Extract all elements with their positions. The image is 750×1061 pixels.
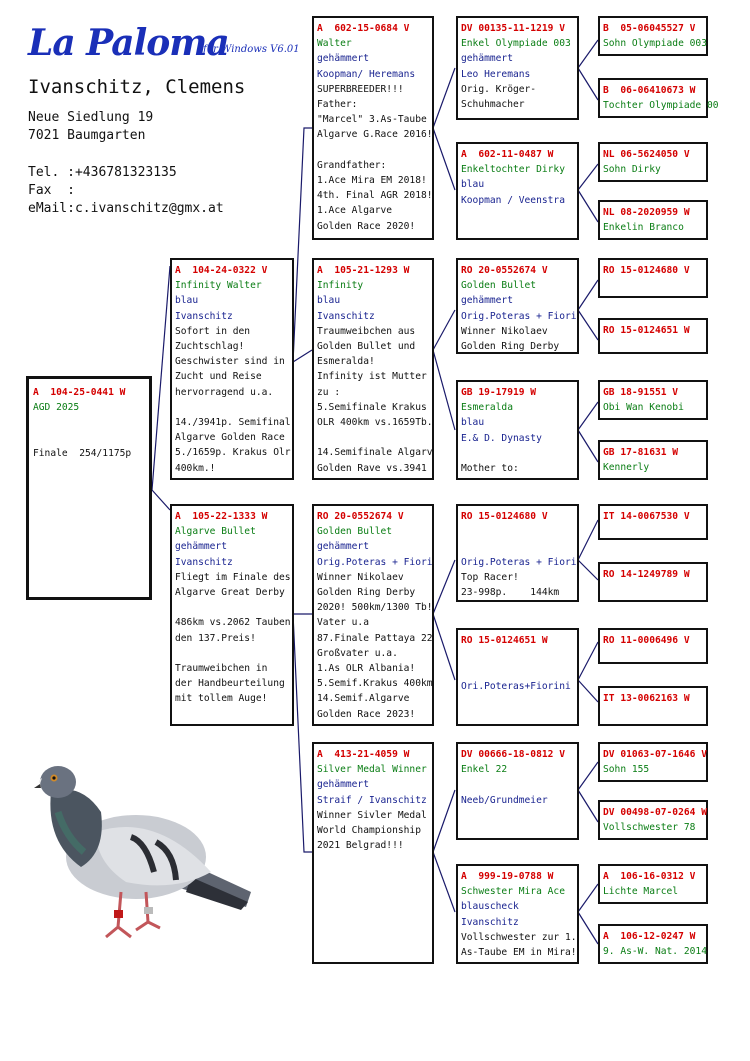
pigeon-note: 486km vs.2062 Tauben <box>175 617 291 629</box>
pigeon-note <box>317 430 429 445</box>
pigeon-breeder: E.& D. Dynasty <box>461 432 542 444</box>
pigeon-name: Sohn 155 <box>603 764 650 776</box>
pigeon-note: Golden Bullet und <box>317 341 416 353</box>
pigeon-note: 1.As OLR Albania! <box>317 663 416 675</box>
pigeon-breeder: Ivanschitz <box>461 916 519 928</box>
pigeon-note: Traumweibchen in <box>175 663 268 675</box>
pedigree-dds[interactable] <box>456 742 579 840</box>
pigeon-name: Tochter Olympiade 00 <box>603 100 719 112</box>
pigeon-color: gehämmert <box>317 541 369 553</box>
pedigree-gen4-15[interactable] <box>598 864 708 904</box>
ring-number: A 104-24-0322 V <box>175 265 268 276</box>
ring-number: A 106-12-0247 W <box>603 931 696 942</box>
pigeon-note <box>461 524 574 539</box>
pigeon-breeder: Straif / Ivanschitz <box>317 794 427 806</box>
pigeon-note: Winner Sivler Medal <box>317 809 427 821</box>
pigeon-name: Schwester Mira Ace <box>461 886 565 898</box>
pigeon-name: Sohn Dirky <box>603 164 661 176</box>
pedigree-sdd[interactable] <box>456 380 579 480</box>
ring-number: GB 17-81631 W <box>603 447 679 458</box>
pedigree-gen4-7[interactable] <box>598 380 708 420</box>
pedigree-gen4-10[interactable] <box>598 562 708 602</box>
ring-number: RO 20-0552674 V <box>317 511 404 522</box>
pigeon-note: 4th. Final AGR 2018! <box>317 190 433 202</box>
pigeon-note: OLR 400km vs.1659Tb. <box>317 417 433 429</box>
pedigree-gen4-12[interactable] <box>598 686 708 726</box>
ring-number: RO 11-0006496 V <box>603 635 690 646</box>
pigeon-note: 87.Finale Pattaya 22 <box>317 632 433 644</box>
pigeon-note: 1.Ace Algarve <box>317 205 393 217</box>
pigeon-color: gehämmert <box>317 779 369 791</box>
pigeon-note: Schuhmacher <box>461 99 525 111</box>
pigeon-name: Golden Bullet <box>317 526 393 538</box>
pigeon-name: Silver Medal Winner <box>317 764 427 776</box>
pigeon-note <box>175 400 289 415</box>
ring-number: GB 18-91551 V <box>603 387 679 398</box>
pigeon-note: 1.Ace Mira EM 2018! <box>317 175 427 187</box>
pigeon-note: Infinity ist Mutter <box>317 371 427 383</box>
pedigree-dam-dam[interactable] <box>312 742 434 964</box>
pigeon-name: 9. As-W. Nat. 2014 <box>603 946 707 958</box>
pigeon-note: Top Racer! <box>461 571 519 583</box>
pigeon-breeder: Koopman/ Heremans <box>317 68 416 80</box>
pigeon-name: Infinity Walter <box>175 280 262 292</box>
pigeon-note: Father: <box>317 99 358 111</box>
pigeon-note: SUPERBREEDER!!! <box>317 83 404 95</box>
ring-number: DV 00666-18-0812 V <box>461 749 565 760</box>
owner-name: Ivanschitz, Clemens <box>28 76 246 98</box>
pigeon-note: 14.Semifinale Algarv <box>317 447 433 459</box>
pigeon-breeder: Neeb/Grundmeier <box>461 794 548 806</box>
pigeon-note: Golden Race 2020! <box>317 220 416 232</box>
pigeon-note <box>461 663 574 678</box>
pedigree-gen4-2[interactable] <box>598 78 719 118</box>
pigeon-note: der Handbeurteilung <box>175 678 285 690</box>
pigeon-note: 5.Semif.Krakus 400km <box>317 678 433 690</box>
pigeon-color: blau <box>175 295 199 307</box>
pedigree-gen4-16[interactable] <box>598 924 708 964</box>
pigeon-note <box>175 600 289 615</box>
pigeon-breeder: Leo Heremans <box>461 68 531 80</box>
owner-city: 7021 Baumgarten <box>28 128 146 143</box>
pigeon-note: Vollschwester zur 1. <box>461 931 577 943</box>
pedigree-dam-sire[interactable] <box>312 504 434 726</box>
pigeon-name: Walter <box>317 38 352 50</box>
subject-note <box>33 415 145 430</box>
pigeon-color: gehämmert <box>461 295 513 307</box>
pedigree-sds[interactable] <box>456 258 579 354</box>
pedigree-subject[interactable] <box>26 376 152 600</box>
ring-number: A 105-21-1293 W <box>317 265 410 276</box>
ring-number: A 106-16-0312 V <box>603 871 696 882</box>
pedigree-gen4-5[interactable] <box>598 258 708 298</box>
pigeon-breeder: Ivanschitz <box>317 310 375 322</box>
ring-number: B 06-06410673 W <box>603 85 696 96</box>
pigeon-note: Traumweibchen aus <box>317 325 416 337</box>
pigeon-note: Sofort in den <box>175 325 251 337</box>
pigeon-note: Fliegt im Finale des <box>175 571 291 583</box>
pigeon-name: Enkel 22 <box>461 764 508 776</box>
pigeon-color: gehämmert <box>461 53 513 65</box>
ring-number: RO 15-0124680 V <box>603 265 690 276</box>
pigeon-note: Algarve Great Derby <box>175 587 285 599</box>
pigeon-note: Zuchtschlag! <box>175 341 245 353</box>
pigeon-note: "Marcel" 3.As-Taube <box>317 114 427 126</box>
ring-number: GB 19-17919 W <box>461 387 537 398</box>
ring-number: B 05-06045527 V <box>603 23 696 34</box>
pedigree-gen4-14[interactable] <box>598 800 708 840</box>
pigeon-note: Winner Nikolaev <box>317 571 404 583</box>
owner-street: Neue Siedlung 19 <box>28 110 154 125</box>
pigeon-note: As-Taube EM in Mira! <box>461 947 577 959</box>
pigeon-color: gehämmert <box>175 541 227 553</box>
pedigree-ssd[interactable] <box>456 142 579 240</box>
pigeon-note <box>461 539 574 554</box>
ring-number: DV 00498-07-0264 W <box>603 807 707 818</box>
ring-number: IT 14-0067530 V <box>603 511 690 522</box>
pigeon-name: Infinity <box>317 280 364 292</box>
pedigree-gen4-8[interactable] <box>598 440 708 480</box>
pigeon-note: Golden Ring Derby <box>461 341 560 353</box>
ring-number: RO 15-0124680 V <box>461 511 548 522</box>
pigeon-name: Esmeralda <box>461 402 513 414</box>
pigeon-note: Esmeralda! <box>317 356 375 368</box>
owner-tel: Tel. :+436781323135 <box>28 165 177 180</box>
ring-number: A 413-21-4059 W <box>317 749 410 760</box>
pigeon-name: Sohn Olympiade 003 <box>603 38 707 50</box>
pedigree-sire-dam[interactable] <box>312 258 434 480</box>
subject-note: AGD 2025 <box>33 402 80 414</box>
ring-number: DV 00135-11-1219 V <box>461 23 565 34</box>
pigeon-name: Enkel Olympiade 003 <box>461 38 571 50</box>
pigeon-breeder: Ivanschitz <box>175 310 233 322</box>
pigeon-note: 400km.! <box>175 462 216 474</box>
app-logo: La Paloma <box>28 22 229 64</box>
pigeon-name: Lichte Marcel <box>603 886 679 898</box>
pedigree-dss[interactable] <box>456 504 579 602</box>
pigeon-note: World Championship <box>317 825 421 837</box>
ring-number: A 104-25-0441 W <box>33 387 126 398</box>
ring-number: A 602-11-0487 W <box>461 149 554 160</box>
ring-number: A 602-15-0684 V <box>317 23 410 34</box>
pigeon-note: 14.Semif.Algarve <box>317 693 410 705</box>
subject-note <box>33 431 145 446</box>
pigeon-color: blau <box>317 295 341 307</box>
pigeon-note: Vater u.a <box>317 617 369 629</box>
pigeon-photo <box>36 742 256 957</box>
ring-number: RO 15-0124651 W <box>461 635 548 646</box>
pedigree-ddd[interactable] <box>456 864 579 964</box>
pigeon-note: 2020! 500km/1300 Tb! <box>317 602 433 614</box>
ring-number: NL 08-2020959 W <box>603 207 690 218</box>
pigeon-color: blau <box>461 417 485 429</box>
pedigree-gen4-13[interactable] <box>598 742 708 782</box>
ring-number: NL 06-5624050 V <box>603 149 690 160</box>
pigeon-note: Golden Ring Derby <box>317 587 416 599</box>
pigeon-name: Obi Wan Kenobi <box>603 402 684 414</box>
ring-number: A 105-22-1333 W <box>175 511 268 522</box>
pigeon-name: Kennerly <box>603 462 650 474</box>
pigeon-note: 5./1659p. Krakus Olr <box>175 447 291 459</box>
ring-number: RO 15-0124651 W <box>603 325 690 336</box>
pigeon-note: Zucht und Reise <box>175 371 262 383</box>
ring-number: RO 20-0552674 V <box>461 265 548 276</box>
pedigree-dsd[interactable] <box>456 628 579 726</box>
pedigree-gen4-9[interactable] <box>598 504 708 540</box>
pedigree-dam[interactable] <box>170 504 294 726</box>
pigeon-name: Algarve Bullet <box>175 526 256 538</box>
ring-number: RO 14-1249789 W <box>603 569 690 580</box>
pedigree-gen4-4[interactable] <box>598 200 708 240</box>
pigeon-note: hervorragend u.a. <box>175 386 274 398</box>
pigeon-note: Geschwister sind in <box>175 356 285 368</box>
pigeon-note <box>461 648 574 663</box>
pigeon-name: Vollschwester 78 <box>603 822 696 834</box>
pigeon-note: Golden Rave vs.3941 <box>317 462 427 474</box>
pigeon-note: 2021 Belgrad!!! <box>317 840 404 852</box>
pigeon-note: Mother to: <box>461 463 519 475</box>
pedigree-gen4-6[interactable] <box>598 318 708 354</box>
pigeon-breeder: Orig.Poteras + Fiori <box>461 556 577 568</box>
pigeon-note: Algarve Golden Race <box>175 432 285 444</box>
owner-email: eMail:c.ivanschitz@gmx.at <box>28 201 224 216</box>
pigeon-breeder: Orig.Poteras + Fiori <box>317 556 433 568</box>
owner-fax: Fax : <box>28 183 75 198</box>
pigeon-note: 5.Semifinale Krakus <box>317 401 427 413</box>
pigeon-note: 14./3941p. Semifinal <box>175 417 291 429</box>
subject-note: Finale 254/1175p <box>33 447 132 459</box>
pedigree-sss[interactable] <box>456 16 579 120</box>
pigeon-note <box>461 446 574 461</box>
pigeon-note: den 137.Preis! <box>175 632 256 644</box>
pedigree-sire-sire[interactable] <box>312 16 434 240</box>
pigeon-name: Enkeltochter Dirky <box>461 164 565 176</box>
ring-number: DV 01063-07-1646 V <box>603 749 707 760</box>
pigeon-note <box>317 143 429 158</box>
pigeon-note: Orig. Kröger- <box>461 83 537 95</box>
ring-number: IT 13-0062163 W <box>603 693 690 704</box>
pigeon-note: 23-998p. 144km <box>461 587 560 599</box>
pigeon-name: Golden Bullet <box>461 280 537 292</box>
pigeon-breeder: Ivanschitz <box>175 556 233 568</box>
pigeon-name: Enkelin Branco <box>603 222 684 234</box>
pedigree-gen4-1[interactable] <box>598 16 708 56</box>
pigeon-color: blau <box>461 179 485 191</box>
pigeon-note: Golden Race 2023! <box>317 708 416 720</box>
pigeon-note <box>175 646 289 661</box>
pedigree-gen4-11[interactable] <box>598 628 708 664</box>
pigeon-color: gehämmert <box>317 53 369 65</box>
pedigree-gen4-3[interactable] <box>598 142 708 182</box>
app-version-label: für Windows V6.01 <box>203 44 300 55</box>
pigeon-breeder: Orig.Poteras + Fiori <box>461 310 577 322</box>
pigeon-note: Winner Nikolaev <box>461 325 548 337</box>
pedigree-sire[interactable] <box>170 258 294 480</box>
pigeon-note: zu : <box>317 386 341 398</box>
pigeon-breeder: Ori.Poteras+Fiorini <box>461 680 571 692</box>
pigeon-note: Grandfather: <box>317 159 387 171</box>
pigeon-note: Algarve G.Race 2016! <box>317 129 433 141</box>
pigeon-color: blauscheck <box>461 901 519 913</box>
pigeon-note: Großvater u.a. <box>317 647 398 659</box>
pigeon-breeder: Koopman / Veenstra <box>461 194 565 206</box>
pigeon-note <box>461 777 574 792</box>
ring-number: A 999-19-0788 W <box>461 871 554 882</box>
pigeon-note: mit tollem Auge! <box>175 693 268 705</box>
